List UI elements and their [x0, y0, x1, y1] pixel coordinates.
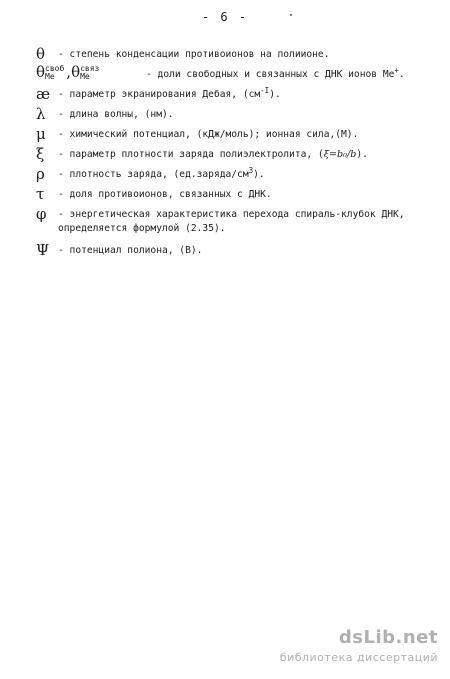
entry-text: - степень конденсации противоионов на полиионе. [58, 49, 330, 60]
entry-symbol: μ [36, 125, 46, 143]
formula: ξ=b₀/b [323, 149, 357, 160]
scan-speck [290, 14, 292, 16]
entry-text: - энергетическая характеристика перехода спираль-клубок ДНК, [58, 209, 405, 220]
entry-text: - доли свободных и связанных с ДНК ионов Me+. [146, 66, 405, 80]
entry-text: - длина волны, (нм). [58, 109, 174, 120]
list-item [36, 205, 440, 238]
entry-symbol: θ своб Me ,θ связ Me [36, 63, 100, 81]
entry-symbol: ρ [36, 165, 45, 183]
entry-text-continued: определяется формулой (2.35). [58, 223, 226, 234]
watermark-subtitle: библиотека диссертаций [279, 651, 438, 664]
watermark [268, 627, 438, 671]
entry-text: - параметр плотности заряда полиэлектролита, (ξ=b₀/b). [58, 149, 368, 160]
entry-text: - потенциал полиона, (В). [58, 245, 203, 256]
page-number: - 6 - [201, 10, 249, 24]
entry-symbol: Ψ [36, 241, 50, 259]
entry-text: - химический потенциал, (кДж/моль); ионная сила,(М). [58, 129, 359, 140]
entry-symbol: φ [36, 205, 47, 223]
entry-symbol: æ [36, 85, 51, 103]
entry-symbol: τ [36, 185, 45, 203]
entry-text: - доля противоионов, связанных с ДНК. [58, 189, 272, 200]
entry-text: - плотность заряда, $(ед.заряда/см^3)$. [58, 166, 265, 180]
watermark-logo: dsLib.net [338, 627, 438, 648]
entry-symbol: λ [36, 105, 46, 123]
entry-symbol: θ [36, 45, 46, 63]
entry-text: - параметр экранирования Дебая, $(см^{-I})$. [58, 86, 281, 100]
entry-symbol: ξ [36, 145, 45, 163]
